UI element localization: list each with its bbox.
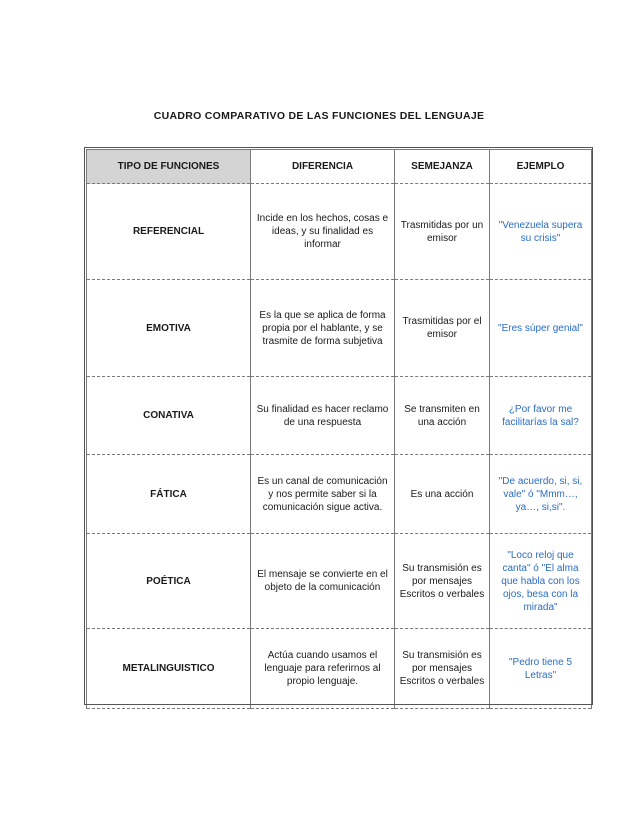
header-ejemplo: EJEMPLO (490, 150, 592, 184)
table-row (87, 455, 592, 534)
cell-tipo: FÁTICA (87, 455, 251, 534)
table-row (87, 377, 592, 455)
cell-semejanza: Trasmitidas por un emisor (395, 184, 490, 280)
header-diferencia: DIFERENCIA (251, 150, 395, 184)
cell-semejanza: Se transmiten en una acción (395, 377, 490, 455)
table-row (87, 280, 592, 377)
cell-tipo: METALINGUISTICO (87, 629, 251, 709)
cell-ejemplo: "Venezuela supera su crisis" (490, 184, 592, 280)
header-tipo: TIPO DE FUNCIONES (87, 150, 251, 184)
table-header-row (87, 150, 592, 184)
table-row (87, 534, 592, 629)
cell-semejanza: Su transmisión es por mensajes Escritos o verbales (395, 534, 490, 629)
cell-ejemplo: "Pedro tiene 5 Letras" (490, 629, 592, 709)
cell-ejemplo: ¿Por favor me facilitarías la sal? (490, 377, 592, 455)
cell-diferencia: Su finalidad es hacer reclamo de una respuesta (251, 377, 395, 455)
cell-ejemplo: "De acuerdo, si, si, vale" ó "Mmm…, ya…, si,si". (490, 455, 592, 534)
cell-semejanza: Su transmisión es por mensajes Escritos o verbales (395, 629, 490, 709)
cell-ejemplo: "Eres súper genial" (490, 280, 592, 377)
cell-tipo: POÉTICA (87, 534, 251, 629)
cell-diferencia: Es la que se aplica de forma propia por el hablante, y se trasmite de forma subjetiva (251, 280, 395, 377)
cell-diferencia: El mensaje se convierte en el objeto de la comunicación (251, 534, 395, 629)
cell-ejemplo: "Loco reloj que canta" ó "El alma que habla con los ojos, besa con la mirada" (490, 534, 592, 629)
header-semejanza: SEMEJANZA (395, 150, 490, 184)
cell-diferencia: Es un canal de comunicación y nos permite saber si la comunicación sigue activa. (251, 455, 395, 534)
cell-tipo: CONATIVA (87, 377, 251, 455)
cell-diferencia: Incide en los hechos, cosas e ideas, y su finalidad es informar (251, 184, 395, 280)
document-title: CUADRO COMPARATIVO DE LAS FUNCIONES DEL LENGUAJE (153, 110, 485, 122)
cell-diferencia: Actúa cuando usamos el lenguaje para referirnos al propio lenguaje. (251, 629, 395, 709)
cell-semejanza: Trasmitidas por el emisor (395, 280, 490, 377)
cell-tipo: EMOTIVA (87, 280, 251, 377)
cell-semejanza: Es una acción (395, 455, 490, 534)
table-row (87, 629, 592, 709)
comparison-table (86, 149, 592, 709)
cell-tipo: REFERENCIAL (87, 184, 251, 280)
table-row (87, 184, 592, 280)
